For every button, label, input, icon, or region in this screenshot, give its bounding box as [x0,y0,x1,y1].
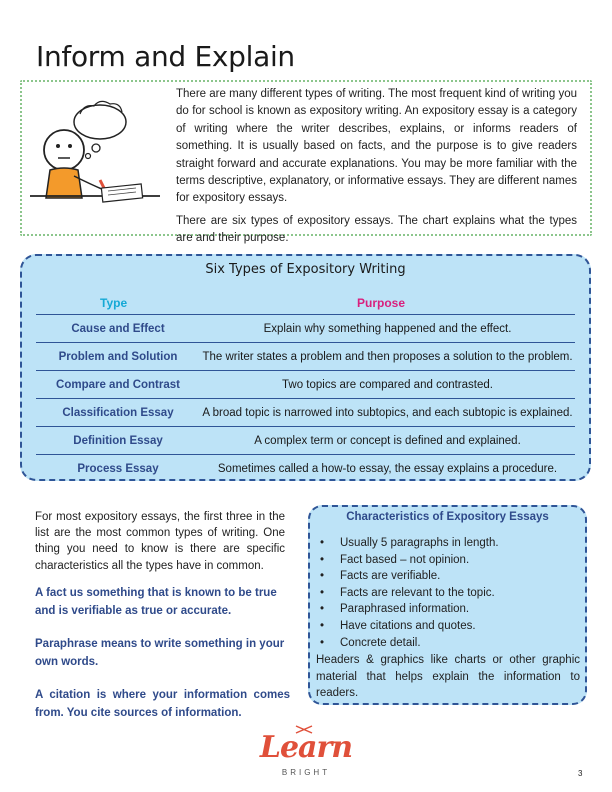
table-row [36,398,575,426]
list-item [316,535,499,552]
list-item-text: Usually 5 paragraphs in length. [340,537,499,549]
bullet-icon: • [320,537,325,549]
student-thinking-illustration [30,96,160,218]
table-row [36,342,575,370]
type-cell: Classification Essay [62,406,174,419]
intro-paragraph-1: There are many different types of writing. The most frequent kind of writing you do for school is known as expository writing. An expository essay is a category of writing where the writer describes, explains, or informs readers of something. It is usually based on facts, and the purpose is to give readers straight forward and accurate explanations. You may be more familiar with the terms descriptive, explanatory, or informative essays. They are different names for expository essays. [176,88,577,205]
characteristics-title: Characteristics of Expository Essays [346,511,549,523]
list-item-text: Concrete detail. [340,636,421,649]
list-item-text: Facts are relevant to the topic. [340,586,495,599]
table-title: Six Types of Expository Writing [205,262,406,277]
list-item-text: Paraphrased information. [340,603,470,616]
column-header-purpose: Purpose [357,296,406,310]
list-item [316,585,499,602]
learn-bright-logo [250,730,362,782]
list-item-text: Have citations and quotes. [340,619,476,632]
body-paragraph-text: For most expository essays, the first three in the list are the most common types of writing. One thing you need to know is there are specific characteristics all the types have in common. [35,511,285,572]
column-header-type: Type [100,296,128,310]
purpose-cell: A broad topic is narrowed into subtopics, and each subtopic is explained. [202,406,573,419]
table-row [36,426,575,454]
characteristics-list [316,535,499,651]
body-paragraph [35,509,285,574]
table-row [36,370,575,398]
list-item [316,635,499,652]
bullet-icon: • [320,603,325,616]
purpose-cell: A complex term or concept is defined and explained. [254,434,521,447]
table-row [36,314,575,342]
purpose-cell: Explain why something happened and the effect. [263,322,512,335]
logo-subtitle: BRIGHT [281,768,331,777]
purpose-cell: Sometimes called a how-to essay, the essay explains a procedure. [217,462,558,475]
type-cell: Definition Essay [73,434,163,447]
expository-types-table [20,254,591,481]
bullet-icon: • [320,570,325,583]
bullet-icon: • [320,636,325,649]
list-item-text: Fact based – not opinion. [340,553,470,566]
characteristics-note: Headers & graphics like charts or other graphic material that helps explain the information to readers. [316,654,580,700]
bullet-icon: • [320,586,325,599]
fact-definition: A fact us something that is known to be true and is verifiable as true or accurate. [35,587,277,617]
list-item-text: Facts are verifiable. [340,570,441,583]
bullet-icon: • [320,619,325,632]
intro-paragraph-2: There are six types of expository essays. The chart explains what the types are and their purpose. [176,214,577,245]
purpose-cell: The writer states a problem and then proposes a solution to the problem. [202,350,573,363]
logo-word: Learn [259,730,353,765]
table-row [36,454,575,482]
list-item [316,601,499,618]
citation-definition: A citation is where your information comes from. You cite sources of information. [35,689,290,719]
list-item [316,618,499,635]
page-title: Inform and Explain [36,40,295,73]
type-cell: Compare and Contrast [56,378,180,391]
type-cell: Problem and Solution [58,350,178,363]
paraphrase-definition: Paraphrase means to write something in your own words. [35,638,285,668]
characteristics-box [308,505,587,705]
type-cell: Process Essay [77,462,159,475]
page-number: 3 [578,769,583,778]
intro-text [176,86,577,253]
purpose-cell: Two topics are compared and contrasted. [282,378,493,391]
table-rows [36,314,575,482]
bullet-icon: • [320,553,325,566]
list-item [316,568,499,585]
list-item [316,552,499,569]
type-cell: Cause and Effect [71,322,165,335]
